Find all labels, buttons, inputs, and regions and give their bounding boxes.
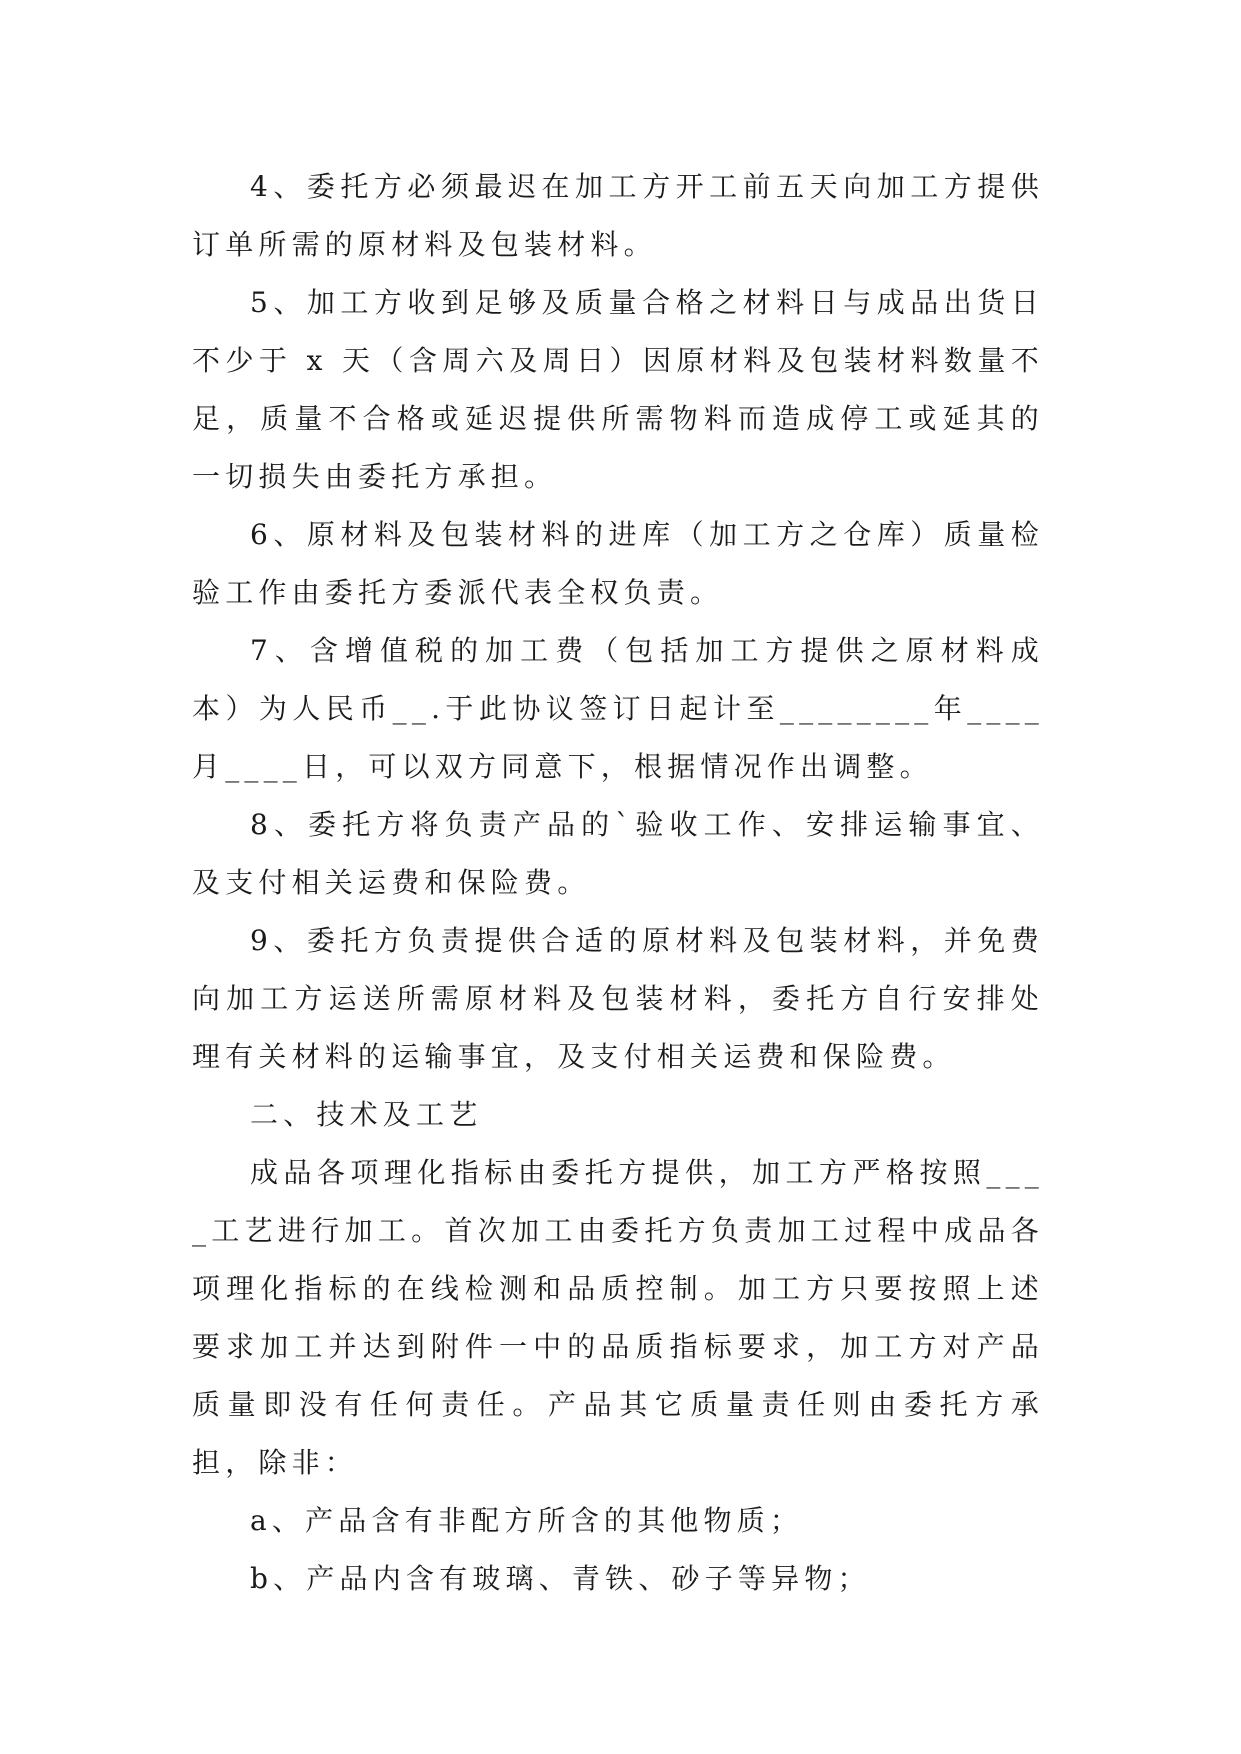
clause-5: 5、加工方收到足够及质量合格之材料日与成品出货日不少于 x 天（含周六及周日）因原材料及包装材料数量不足，质量不合格或延迟提供所需物料而造成停工或延其的一切损失由委托方承担。 (192, 286, 1044, 493)
exception-a: a、产品含有非配方所含的其他物质； (250, 1504, 804, 1537)
clause-6: 6、原材料及包装材料的进库（加工方之仓库）质量检验工作由委托方委派代表全权负责。 (192, 518, 1044, 609)
document-page (192, 158, 1044, 1608)
exception-b: b、产品内含有玻璃、青铁、砂子等异物； (250, 1562, 871, 1595)
section-body-technology: 成品各项理化指标由委托方提供，加工方严格按照____工艺进行加工。首次加工由委托方负责加工过程中成品各项理化指标的在线检测和品质控制。加工方只要按照上述要求加工并达到附件一中的品质指标要求，加工方对产品质量即没有任何责任。产品其它质量责任则由委托方承担，除非： (192, 1156, 1044, 1479)
section-heading-technology: 二、技术及工艺 (250, 1098, 483, 1131)
clause-8: 8、委托方将负责产品的`验收工作、安排运输事宜、及支付相关运费和保险费。 (192, 808, 1044, 899)
clause-9: 9、委托方负责提供合适的原材料及包装材料，并免费向加工方运送所需原材料及包装材料，委托方自行安排处理有关材料的运输事宜，及支付相关运费和保险费。 (192, 924, 1044, 1073)
clause-7: 7、含增值税的加工费（包括加工方提供之原材料成本）为人民币__.于此协议签订日起计至________年____月____日，可以双方同意下，根据情况作出调整。 (192, 634, 1044, 783)
clause-4: 4、委托方必须最迟在加工方开工前五天向加工方提供订单所需的原材料及包装材料。 (192, 170, 1044, 261)
